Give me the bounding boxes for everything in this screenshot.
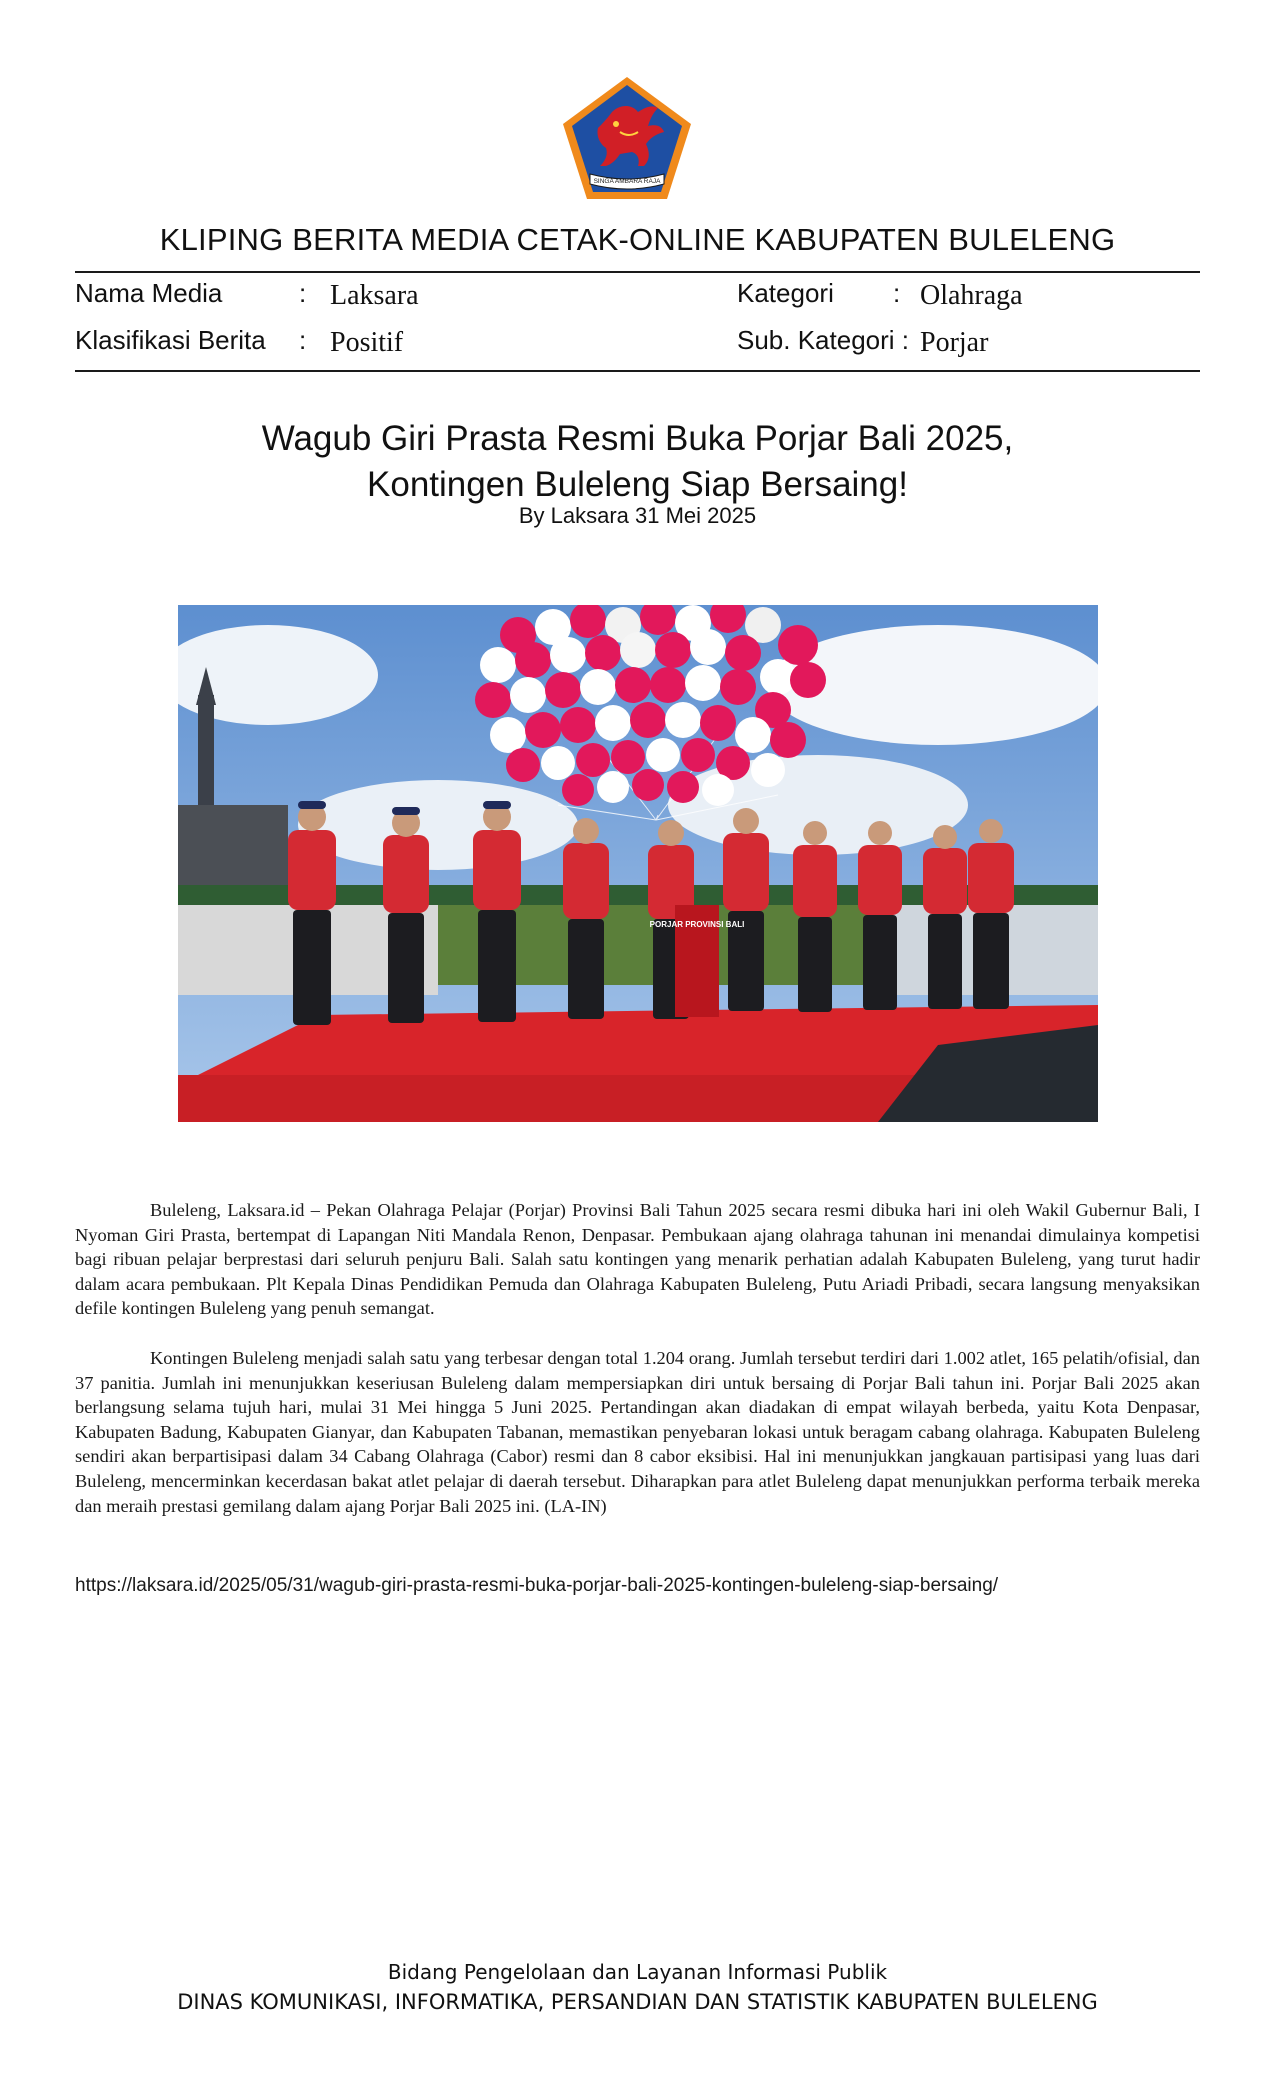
subkategori-value: Porjar [920,327,989,358]
buleleng-logo-icon [560,74,694,202]
source-url[interactable]: https://laksara.id/2025/05/31/wagub-giri-prasta-resmi-buka-porjar-bali-2025-kontingen-buleleng-siap-bersaing/ [75,1575,999,1596]
footer-department: Bidang Pengelolaan dan Layanan Informasi Publik [387,1960,888,1984]
article-photo [178,605,1098,1122]
header-divider-top [75,271,1200,273]
headline-line-2: Kontingen Buleleng Siap Bersaing! [367,465,908,504]
media-label: Nama Media [75,278,223,308]
article-paragraph-1: Buleleng, Laksara.id – Pekan Olahraga Pelajar (Porjar) Provinsi Bali Tahun 2025 secara resmi dibuka hari ini oleh Wakil Gubernur Bali, I Nyoman Giri Prasta, bertempat di Lapangan Niti Mandala Renon, Denpasar. Pembukaan ajang olahraga tahunan ini menandai dimulainya kompetisi bagi ribuan pelajar berprestasi dari seluruh penjuru Bali. Salah satu kontingen yang menarik perhatian adalah Kabupaten Buleleng, yang turut hadir dalam acara pembukaan. Plt Kepala Dinas Pendidikan Pemuda dan Olahraga Kabupaten Buleleng, Putu Ariadi Pribadi, secara langsung menyaksikan defile kontingen Buleleng yang penuh semangat. [75,1200,1200,1319]
kategori-colon: : [893,278,901,308]
header-divider-bottom [75,370,1200,372]
article-byline: By Laksara 31 Mei 2025 [518,503,757,528]
klasifikasi-colon: : [299,325,307,355]
kliping-title: KLIPING BERITA MEDIA CETAK-ONLINE KABUPATEN BULELENG [159,222,1116,257]
subkategori-label: Sub. Kategori : [737,325,909,355]
media-value: Laksara [330,280,419,311]
headline-line-1: Wagub Giri Prasta Resmi Buka Porjar Bali 2025, [261,419,1014,458]
logo-motto: SINGA AMBARA RAJA [593,178,661,185]
article-headline [0,416,1275,508]
klasifikasi-value: Positif [330,327,404,358]
article-paragraph-2: Kontingen Buleleng menjadi salah satu yang terbesar dengan total 1.204 orang. Jumlah tersebut terdiri dari 1.002 atlet, 165 pelatih/ofisial, dan 37 panitia. Jumlah ini menunjukkan keseriusan Buleleng dalam mempersiapkan diri untuk bersaing di Porjar Bali tahun ini. Porjar Bali 2025 akan berlangsung selama tujuh hari, mulai 31 Mei hingga 5 Juni 2025. Pertandingan akan diadakan di empat wilayah berbeda, yaitu Kota Denpasar, Kabupaten Badung, Kabupaten Gianyar, dan Kabupaten Tabanan, memastikan penyebaran lokasi untuk beragam cabang olahraga. Kabupaten Buleleng sendiri akan berpartisipasi dalam 34 Cabang Olahraga (Cabor) resmi dan 8 cabor eksibisi. Hal ini menunjukkan jangkauan partisipasi yang luas dari Buleleng, mencerminkan kecerdasan bakat atlet pelajar di daerah tersebut. Diharapkan para atlet Buleleng dapat menunjukkan performa terbaik mereka dan meraih prestasi gemilang dalam ajang Porjar Bali 2025 ini. (LA-IN) [75,1347,1200,1516]
media-colon: : [299,278,307,308]
kategori-label: Kategori [737,278,834,308]
photo-banner-text: PORJAR PROVINSI BALI [649,920,745,929]
klasifikasi-label: Klasifikasi Berita [75,325,266,355]
article-body [75,1198,1200,1543]
kategori-value: Olahraga [920,280,1023,311]
footer-agency: DINAS KOMUNIKASI, INFORMATIKA, PERSANDIAN DAN STATISTIK KABUPATEN BULELENG [177,1990,1098,2014]
